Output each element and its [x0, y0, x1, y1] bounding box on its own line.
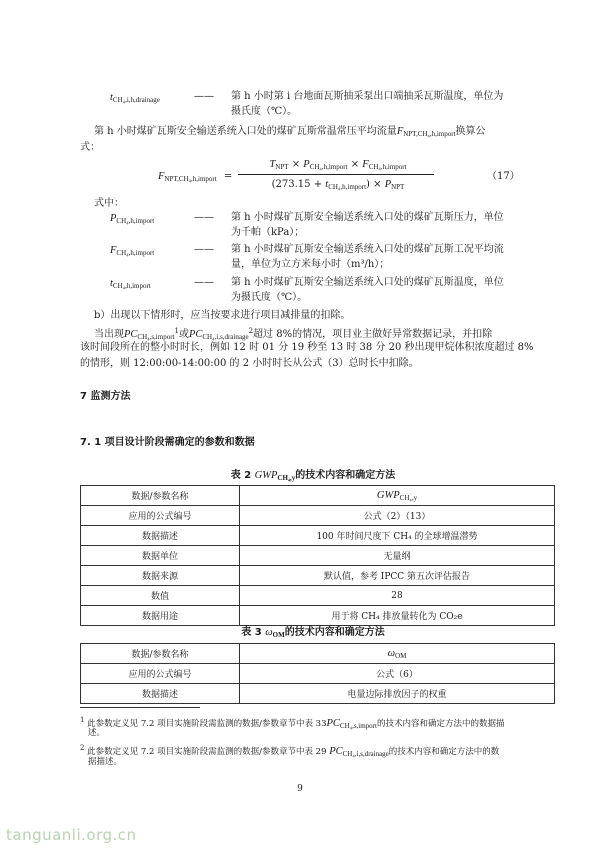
table-cell-value: 100 年时间尺度下 CH₄ 的全球增温潜势 — [240, 526, 555, 546]
def-symbol-t: $t_{CH_4,h,import}$ — [110, 278, 151, 290]
table-row — [81, 684, 555, 704]
section-heading-7: 7 监测方法 — [80, 391, 131, 402]
def-desc-line1: 第 h 小时煤矿瓦斯安全输送系统入口处的煤矿瓦斯工况平均流 — [231, 244, 504, 255]
table-cell-value: 电量边际排放因子的权重 — [240, 684, 555, 704]
def-symbol-f: $F_{CH_4,h,import}$ — [110, 245, 155, 257]
table2-caption: 表 2 $GWP_{CH_4,y}$的技术内容和确定方法 — [230, 470, 396, 482]
table-cell-key: 应用的公式编号 — [81, 506, 240, 526]
table-cell-key: 数据/参数名称 — [81, 486, 240, 506]
def-desc-line2: 量，单位为立方米每小时（m³/h）； — [231, 259, 390, 270]
table-cell-value: 公式（2）（13） — [240, 506, 555, 526]
footnote-1-cont: 述。 — [88, 728, 106, 738]
where-label: 式中： — [94, 198, 124, 209]
footnote-2-cont: 据描述。 — [88, 757, 123, 767]
paragraph-b: b）出现以下情形时，应当按要求进行项目减排量的扣除。 — [94, 310, 351, 321]
def-symbol-p: $P_{CH_4,h,import}$ — [110, 213, 155, 225]
table-cell-value: $GWP_{CH_4,y}$ — [240, 486, 555, 506]
page-number: 9 — [297, 784, 303, 794]
def-desc-line1: 第 h 小时煤矿瓦斯安全输送系统入口处的煤矿瓦斯压力，单位 — [231, 212, 504, 223]
def-dash: —— — [194, 244, 214, 255]
table-cell-value: 默认值，参考 IPCC 第五次评估报告 — [240, 566, 555, 586]
table-cell-key: 数据描述 — [81, 684, 240, 704]
table-cell-value: 用于将 CH₄ 排放量转化为 CO₂e — [240, 606, 555, 626]
paragraph-deduction-line3: 的情形，则 12:00:00-14:00:00 的 2 小时时长从公式（3）总时长中扣除。 — [80, 358, 419, 369]
table3-caption: 表 3 $\omega_{OM}$的技术内容和确定方法 — [241, 627, 385, 639]
table-cell-key: 数值 — [81, 586, 240, 606]
table-cell-key: 数据来源 — [81, 566, 240, 586]
table-row — [81, 506, 555, 526]
fraction-bar — [238, 174, 434, 175]
table-cell-value: 公式（6） — [240, 664, 555, 684]
def-desc-line2: 摄氏度（℃）。 — [231, 106, 298, 117]
table-cell-key: 数据单位 — [81, 546, 240, 566]
table-cell-key: 应用的公式编号 — [81, 664, 240, 684]
table-cell-key: 数据/参数名称 — [81, 644, 240, 664]
table-cell-key: 数据描述 — [81, 526, 240, 546]
formula-denominator: $(273.15 + t_{CH_4,h,import}) \times P_{NPT}$ — [271, 179, 405, 191]
intro-sentence-end: 式： — [80, 142, 100, 153]
paragraph-deduction-line2: 该时间段所在的整小时时长，例如 12 时 01 分 19 秒至 13 时 38 分 20 秒出现甲烷体积浓度超过 8% — [80, 342, 534, 353]
intro-sentence: 第 h 小时煤矿瓦斯安全输送系统入口处的煤矿瓦斯常温常压平均流量$F_{NPT,CH_4,h,import}$换算公 — [94, 126, 486, 138]
formula-numerator: $T_{NPT} \times P_{CH_4,h,import} \times F_{CH_4,h,import}$ — [269, 159, 407, 171]
def-desc-line2: 为千帕（kPa）； — [231, 227, 305, 238]
table-row — [81, 586, 555, 606]
table-row — [81, 664, 555, 684]
table-cell-value: 无量纲 — [240, 546, 555, 566]
def-symbol-t-drainage: $t_{CH_4,i,h,drainage}$ — [110, 92, 160, 104]
table-cell-value: $\omega_{OM}$ — [240, 644, 555, 664]
table-row — [81, 606, 555, 626]
table-cell-key: 数据用途 — [81, 606, 240, 626]
footnote-2: $^2$ 此参数定义见 7.2 项目实施阶段需监测的数据/参数章节中表 29 $PC_{CH_4,i,s,drainage}$的技术内容和确定方法中的数 — [80, 744, 500, 758]
def-dash: —— — [194, 91, 214, 102]
table-row — [81, 566, 555, 586]
def-desc-line1: 第 h 小时煤矿瓦斯安全输送系统入口处的煤矿瓦斯温度，单位 — [231, 277, 504, 288]
table-row — [81, 546, 555, 566]
table-row — [81, 526, 555, 546]
watermark: tanguanli.org.cn — [6, 826, 137, 844]
section-heading-7-1: 7. 1 项目设计阶段需确定的参数和数据 — [80, 437, 255, 448]
table-row — [81, 644, 555, 664]
table3 — [80, 643, 555, 704]
footnote-divider — [80, 707, 200, 708]
footnote-1: $^1$ 此参数定义见 7.2 项目实施阶段需监测的数据/参数章节中表 $33PC_{CH_4,s,import}$的技术内容和确定方法中的数据描 — [80, 716, 505, 730]
paragraph-deduction-line1: 当出现$PC_{CH_4,s,import}^1$或$PC_{CH_4,i,s,drainage}^2$超过 8%的情况，项目业主做好异常数据记录，并扣除 — [94, 327, 493, 341]
table2 — [80, 485, 555, 626]
table-cell-value: 28 — [240, 586, 555, 606]
formula-lhs: $F_{NPT,CH_4,h,import}$ = — [158, 171, 233, 183]
def-desc-line1: 第 h 小时第 i 台地面瓦斯抽采泵出口端抽采瓦斯温度，单位为 — [231, 91, 504, 102]
def-dash: —— — [194, 212, 214, 223]
def-dash: —— — [194, 277, 214, 288]
table-row — [81, 486, 555, 506]
formula-number: （17） — [487, 171, 520, 182]
def-desc-line2: 为摄氏度（℃）。 — [231, 292, 308, 303]
